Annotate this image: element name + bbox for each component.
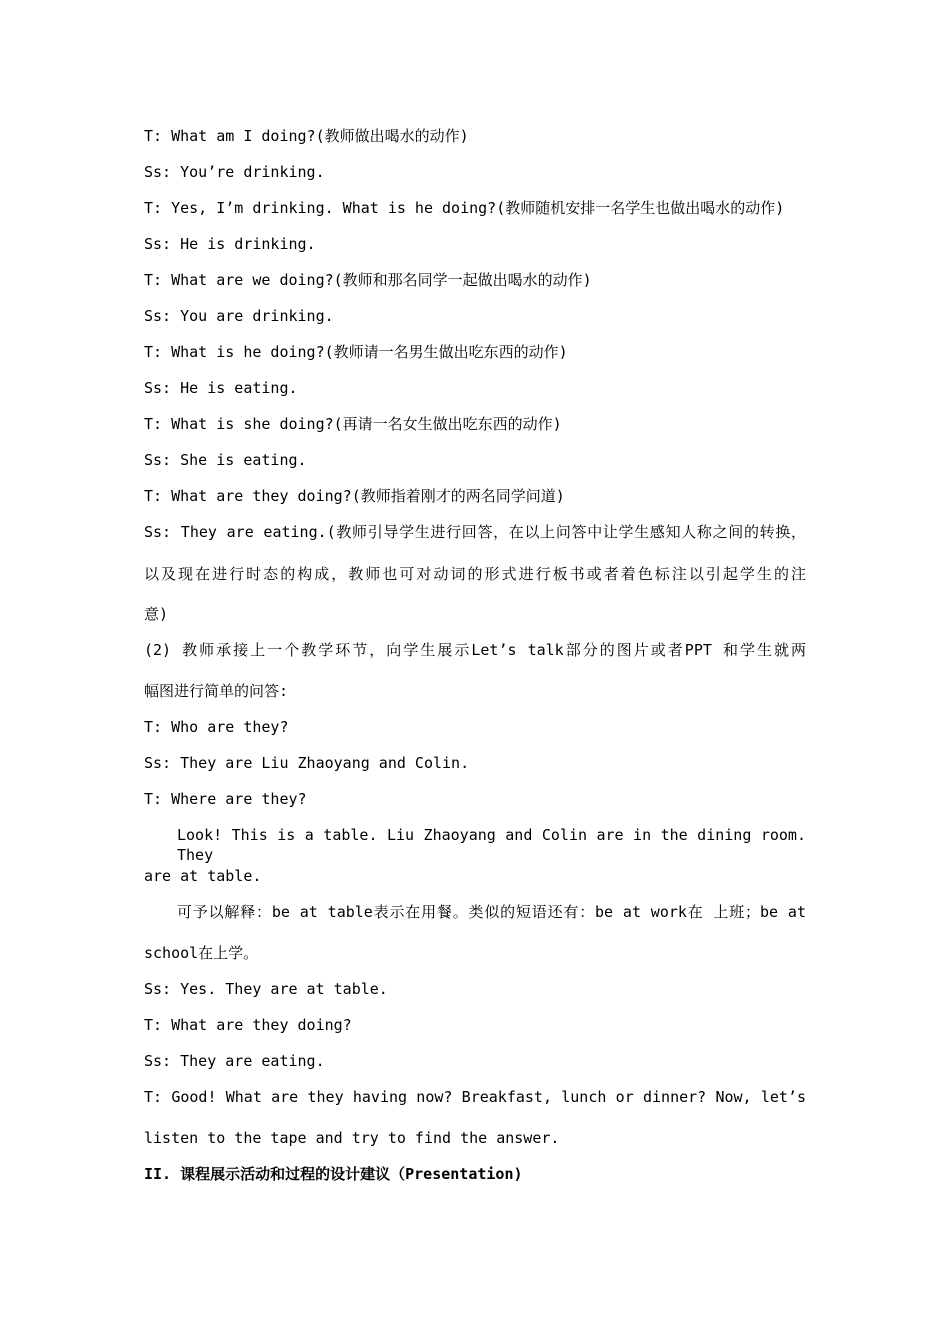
paragraph-line: school在上学。 (144, 944, 259, 962)
dialogue-line: T: Yes, I’m drinking. What is he doing?(教师随机安排一名学生也做出喝水的动作) (144, 199, 785, 217)
dialogue-line: Ss: She is eating. (144, 451, 307, 469)
paragraph-line: 可予以解释：be at table表示在用餐。类似的短语还有：be at work在 上班；be at (177, 903, 806, 921)
dialogue-line: T: Who are they? (144, 718, 289, 736)
dialogue-line: T: What am I doing?(教师做出喝水的动作) (144, 127, 469, 145)
dialogue-line: Ss: They are eating. (144, 1052, 325, 1070)
paragraph-line: 意) (144, 605, 169, 623)
dialogue-line: T: What is she doing?(再请一名女生做出吃东西的动作) (144, 415, 562, 433)
dialogue-line: Ss: You are drinking. (144, 307, 334, 325)
dialogue-line: T: What are they doing?(教师指着刚才的两名同学问道) (144, 487, 565, 505)
paragraph-line: T: Good! What are they having now? Breakfast, lunch or dinner? Now, let’s (144, 1088, 806, 1106)
dialogue-line: Ss: He is drinking. (144, 235, 316, 253)
dialogue-line: T: What are we doing?(教师和那名同学一起做出喝水的动作) (144, 271, 592, 289)
paragraph-line: (2) 教师承接上一个教学环节，向学生展示Let’s talk部分的图片或者PPT 和学生就两 (144, 641, 806, 659)
dialogue-line: T: What is he doing?(教师请一名男生做出吃东西的动作) (144, 343, 568, 361)
paragraph-line: Look! This is a table. Liu Zhaoyang and Colin are in the dining room. They (177, 826, 806, 864)
dialogue-line: Ss: You’re drinking. (144, 163, 325, 181)
dialogue-line: Ss: Yes. They are at table. (144, 980, 388, 998)
dialogue-line: T: Where are they? (144, 790, 307, 808)
dialogue-line: Ss: They are Liu Zhaoyang and Colin. (144, 754, 470, 772)
dialogue-line: T: What are they doing? (144, 1016, 352, 1034)
paragraph-line: are at table. (144, 867, 262, 885)
paragraph-line: listen to the tape and try to find the answer. (144, 1129, 560, 1147)
paragraph-line: 以及现在进行时态的构成，教师也可对动词的形式进行板书或者着色标注以引起学生的注 (144, 565, 806, 583)
paragraph-line: Ss: They are eating.(教师引导学生进行回答，在以上问答中让学生感知人称之间的转换， (144, 523, 806, 541)
paragraph-line: 幅图进行简单的问答: (144, 682, 289, 700)
dialogue-line: Ss: He is eating. (144, 379, 298, 397)
section-heading: II. 课程展示活动和过程的设计建议（Presentation) (144, 1165, 523, 1183)
